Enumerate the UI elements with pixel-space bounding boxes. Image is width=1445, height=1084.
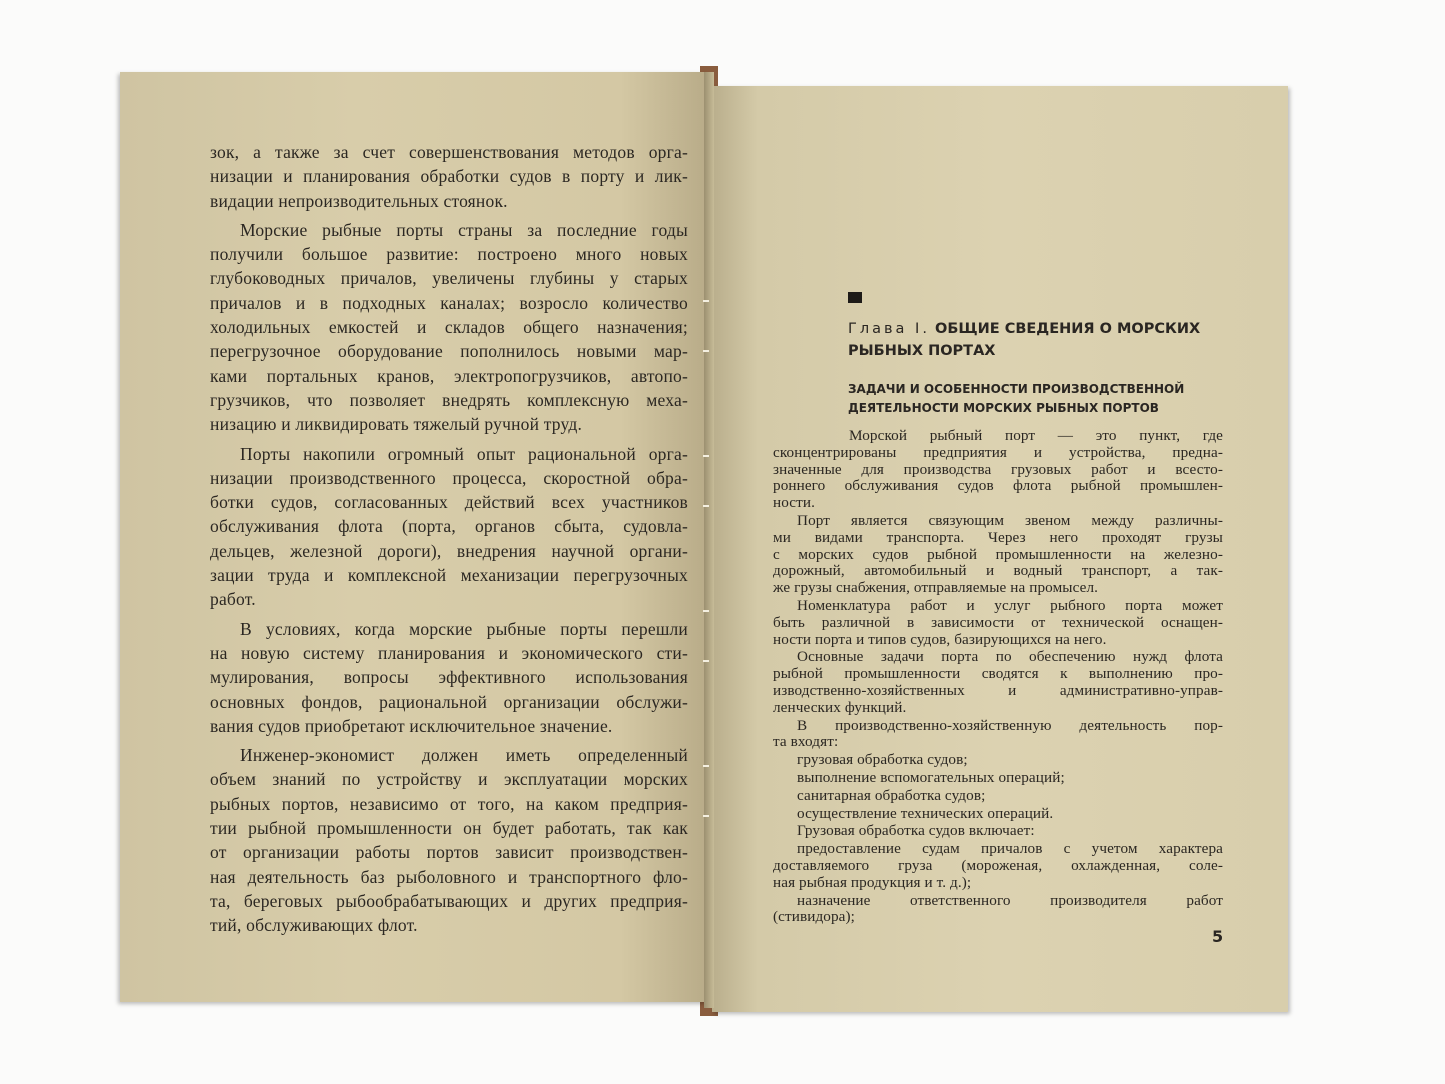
text-line: объем знаний по устройству и эксплуатации морских [210,769,688,790]
text-line: доставляемого груза (мороженая, охлажденная, соле- [773,856,1223,874]
text-line: предоставление судам причалов с учетом характера [797,840,1223,858]
text-line: значенные для производства грузовых работ и всесто- [773,460,1223,478]
text-line: рыбной промышленности сводятся к выполнению про- [773,665,1223,683]
text-line: быть различной в зависимости от технической оснащен- [773,613,1223,631]
text-line: Порт является связующим звеном между различны- [797,511,1223,529]
page-number: 5 [1212,927,1224,946]
chapter-marker-square [848,292,862,303]
text-line: ная деятельность баз рыболовного и транспортного фло- [210,866,688,887]
text-line: мулирования, вопросы эффективного использования [210,667,688,688]
left-page-text [210,140,688,943]
text-line: же грузы снабжения, отправляемые на промысел. [773,579,1099,597]
text-line: грузчиков, что позволяет внедрять комплексную меха- [210,389,688,410]
text-line: роннего обслуживания судов флота рыбной промышлен- [773,477,1223,495]
chapter-label: Глава I. [848,321,930,337]
paragraph [773,598,1223,648]
text-line: зации труда и комплексной механизации перегрузочных [210,565,688,586]
paragraph [773,823,1223,840]
text-line: вания судов приобретают исключительное значение. [210,715,613,736]
text-line: перегрузочное оборудование пополнилось новыми мар- [210,341,688,362]
section-heading: ЗАДАЧИ И ОСОБЕННОСТИ ПРОИЗВОДСТВЕННОЙ ДЕЯТЕЛЬНОСТИ МОРСКИХ РЫБНЫХ ПОРТОВ [848,382,1185,415]
text-line: тии рыбной промышленности он будет работать, так как [210,818,688,839]
text-line: ности порта и типов судов, базирующихся на него. [773,630,1107,648]
spine-stitch [703,350,709,352]
spine-stitch [703,455,709,457]
text-line: работ. [210,589,256,610]
text-line: глубоководных причалов, увеличены глубины у старых [210,268,688,289]
paragraph [210,617,688,738]
text-line: Инженер-экономист должен иметь определенный [240,745,688,766]
text-line: В условиях, когда морские рыбные порты перешли [240,618,688,639]
spine-stitch [703,300,709,302]
paragraph [773,513,1223,597]
chapter-title: ОБЩИЕ СВЕДЕНИЯ О МОРСКИХ РЫБНЫХ ПОРТАХ [848,321,1201,359]
text-line: та, береговых рыбообрабатывающих и других предприя- [210,890,688,911]
text-line: Морские рыбные порты страны за последние годы [240,219,688,240]
paragraph [210,218,688,437]
text-line: осуществление технических операций. [797,804,1054,822]
text-line: зок, а также за счет совершенствования методов орга- [210,142,688,162]
paragraph [773,428,1223,512]
text-line: на новую систему планирования и экономического сти- [210,642,688,663]
text-line: назначение ответственного производителя работ [797,891,1223,909]
text-line: Номенклатура работ и услуг рыбного порта может [797,596,1223,614]
text-line: низации производственного процесса, скоростной обра- [210,467,688,488]
text-line: причалов и в подходных каналах; возросло количество [210,292,688,313]
spine-stitch [703,815,709,817]
text-line: Морской рыбный порт — это пункт, где [849,427,1223,444]
spine-stitch [703,505,709,507]
text-line: обслуживания флота (порта, органов сбыта, судовла- [210,516,688,537]
text-line: тий, обслуживающих флот. [210,915,418,936]
text-line: получили большое развитие: построено много новых [210,244,688,265]
spine-stitch [703,765,709,767]
text-line: та входят: [773,733,839,751]
text-line: дельцев, железной дороги), внедрения научной органи- [210,540,688,561]
text-line: низацию и ликвидировать тяжелый ручной труд. [210,414,583,435]
paragraph [210,442,688,612]
list-item [773,752,1223,769]
paragraph [210,140,688,213]
book-spine [704,72,714,1008]
paragraph [773,718,1223,752]
paragraph [773,841,1223,891]
text-line: основных фондов, рациональной организации обслужи- [210,691,688,712]
text-line: низации и планирования обработки судов в порту и лик- [210,166,688,187]
list-item [773,788,1223,805]
text-line: выполнение вспомогательных операций; [797,768,1065,786]
spine-stitch [703,660,709,662]
paragraph [773,893,1223,927]
text-line: с морских судов рыбной промышленности на железно- [773,545,1223,563]
text-line: от организации работы портов зависит производствен- [210,842,688,863]
text-line: ленческих функций. [773,698,907,716]
text-line: рыбных портов, независимо от того, на каком предприя- [210,793,688,814]
text-line: ками портальных кранов, электропогрузчиков, автопо- [210,365,688,386]
paragraph [210,743,688,937]
text-line: холодильных емкостей и складов общего назначения; [210,317,688,338]
list-item [773,806,1223,823]
paragraph [773,649,1223,716]
list-item [773,770,1223,787]
text-line: сконцентрированы предприятия и устройства, предна- [773,443,1223,461]
text-line: грузовая обработка судов; [797,751,968,769]
text-line: Порты накопили огромный опыт рациональной орга- [240,443,688,464]
right-page-text [773,428,1223,927]
chapter-heading [848,318,1208,362]
spine-stitch [703,610,709,612]
text-line: ная рыбная продукция и т. д.); [773,873,972,891]
text-line: Основные задачи порта по обеспечению нужд флота [797,648,1223,666]
text-line: (стивидора); [773,908,855,926]
text-line: ботки судов, согласованных действий всех участников [210,492,688,513]
text-line: дорожный, автомобильный и водный транспорт, а так- [773,562,1223,580]
text-line: ности. [773,494,816,512]
text-line: ми видами транспорта. Через него проходят грузы [773,528,1223,546]
text-line: санитарная обработка судов; [797,786,986,804]
text-line: В производственно-хозяйственную деятельность пор- [797,716,1223,734]
text-line: видации непроизводительных стоянок. [210,190,508,211]
text-line: изводственно-хозяйственных и административно-управ- [773,681,1223,699]
text-line: Грузовая обработка судов включает: [797,822,1035,840]
